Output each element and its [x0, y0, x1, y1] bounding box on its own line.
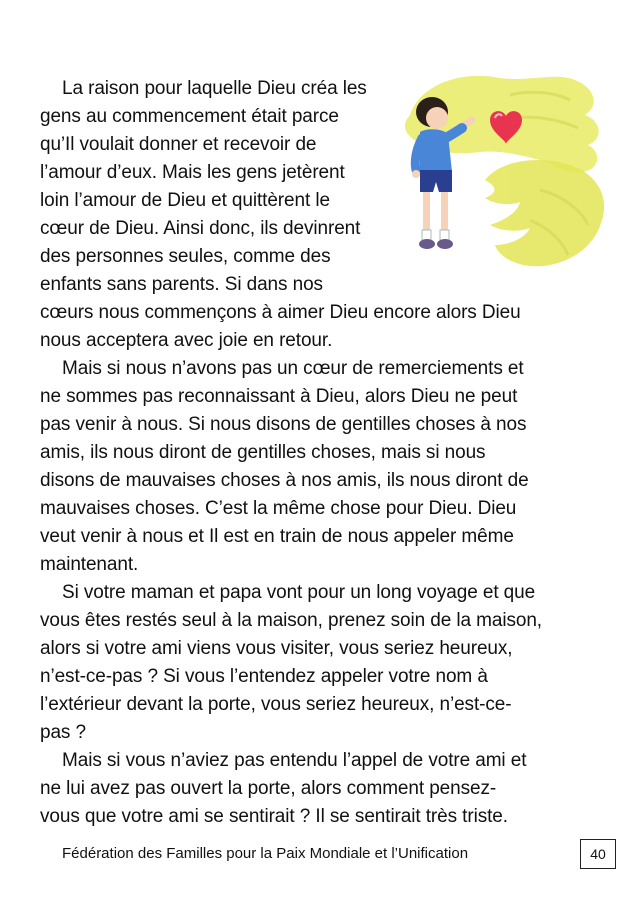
text-line: enfants sans parents. Si dans nos — [40, 274, 323, 295]
text-line: n’est-ce-pas ? Si vous l’entendez appeler votre nom à — [40, 666, 488, 687]
text-line: alors si votre ami viens vous visiter, vous seriez heureux, — [40, 638, 513, 659]
text-line: veut venir à nous et Il est en train de nous appeler même — [40, 526, 514, 547]
text-line: cœur de Dieu. Ainsi donc, ils devinrent — [40, 218, 361, 239]
text-line: pas venir à nous. Si nous disons de gentilles choses à nos — [40, 414, 527, 435]
text-line: Mais si nous n’avons pas un cœur de remerciements et — [62, 358, 524, 379]
footer-organization: Fédération des Familles pour la Paix Mondiale et l’Unification — [62, 845, 469, 862]
text-line: pas ? — [40, 722, 86, 743]
text-line: cœurs nous commençons à aimer Dieu encore alors Dieu — [40, 302, 521, 323]
yellow-hand-lower-icon — [485, 160, 604, 266]
text-line: gens au commencement était parce — [40, 106, 339, 127]
text-line: maintenant. — [40, 554, 139, 575]
text-line: qu’Il voulait donner et recevoir de — [40, 134, 317, 155]
text-line: Mais si vous n’aviez pas entendu l’appel de votre ami et — [62, 750, 527, 771]
text-line: Si votre maman et papa vont pour un long voyage et que — [62, 582, 536, 603]
text-line: amis, ils nous diront de gentilles choses, mais si nous — [40, 442, 486, 463]
child-and-heart-in-hands-illustration — [390, 60, 615, 295]
text-line: vous que votre ami se sentirait ? Il se sentirait très triste. — [40, 806, 508, 827]
text-line: des personnes seules, comme des — [40, 246, 331, 267]
text-line: ne sommes pas reconnaissant à Dieu, alors Dieu ne peut — [40, 386, 518, 407]
text-line: disons de mauvaises choses à nos amis, ils nous diront de — [40, 470, 529, 491]
text-line: l’amour d’eux. Mais les gens jetèrent — [40, 162, 345, 183]
text-line: loin l’amour de Dieu et quittèrent le — [40, 190, 330, 211]
text-line: vous êtes restés seul à la maison, prenez soin de la maison, — [40, 610, 542, 631]
text-line: ne lui avez pas ouvert la porte, alors comment pensez- — [40, 778, 497, 799]
page-number: 40 — [580, 839, 616, 869]
text-line: mauvaises choses. C’est la même chose pour Dieu. Dieu — [40, 498, 517, 519]
text-line: l’extérieur devant la porte, vous seriez heureux, n’est-ce- — [40, 694, 512, 715]
text-line: La raison pour laquelle Dieu créa les — [62, 78, 367, 99]
text-line: nous acceptera avec joie en retour. — [40, 330, 333, 351]
